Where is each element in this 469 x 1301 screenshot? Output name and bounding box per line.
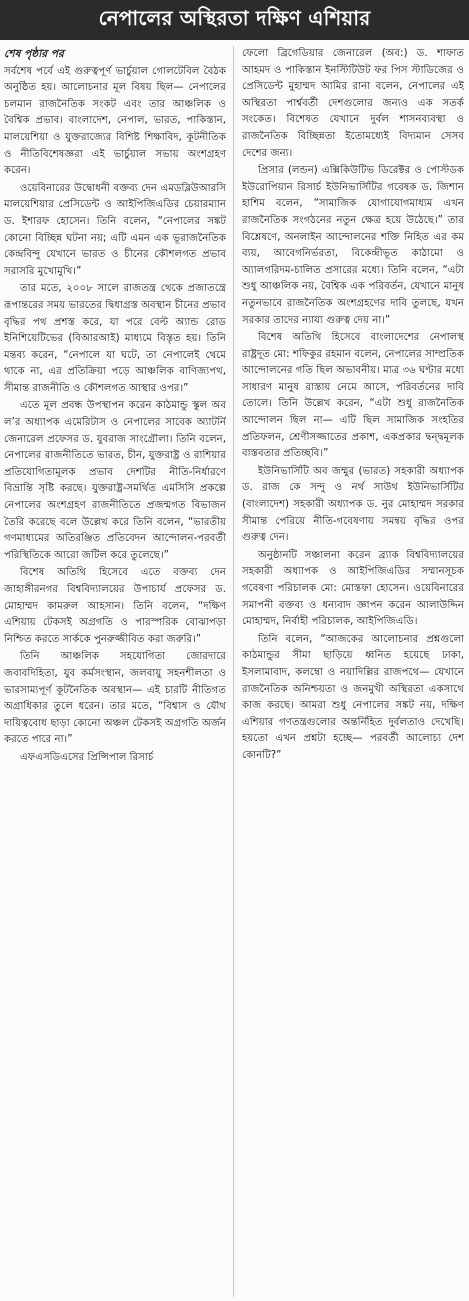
- paragraph: এফএসডিএসের প্রিন্সিপাল রিসার্চ: [20, 751, 154, 763]
- paragraph: তিনি বলেন, “আজকের আলোচনার প্রশ্নগুলো কাঠমান্ডুর সীমা ছাড়িয়ে ধ্বনিত হয়েছে ঢাকা, ইসলামাবাদ, কলম্বো ও নয়াদিল্লির রাজপথে— যেখানে রাজনৈতিক অনিশ্চয়তা ও জনমুখী অস্থিরতা একসাথে কাজ করছে। আমরা শুধু নেপালের সঙ্কট নয়, দক্ষিণ এশিয়ার গণতন্ত্রগুলোর অন্তর্নিহিত দুর্বলতাও দেখেছি। হয়তো এখন প্রশ্নটা হচ্ছে— পরবর্তী আলোচ্য দেশ কোনটি?”: [242, 633, 464, 761]
- paragraph: তিনি আঞ্চলিক সহযোগিতা জোরদারে জবাবদিহিতা, যুব কর্মসংস্থান, জলবায়ু সহনশীলতা ও ভারসাম্যপূর্ণ কূটনৈতিক অবস্থান— এই চারটি নীতিগত অগ্রাধিকার তুলে ধরেন। তার মতে, “বিশ্বাস ও যৌথ দায়িত্ববোধ ছাড়া কোনো অঞ্চল টেকসই অগ্রগতি অর্জন করতে পারে না।”: [4, 651, 226, 746]
- paragraph: বিশেষ অতিথি হিসেবে বাংলাদেশের নেপালস্থ রাষ্ট্রদূত মো: শফিকুর রহমান বলেন, নেপালের সাম্প্রতিক আন্দোলনের গতি ছিল অভাবনীয়। মাত্র ৩৬ ঘণ্টার মধ্যে সাধারণ মানুষ রাস্তায় নেমে আসে, পরিবর্তনের দাবি তোলে। তিনি উল্লেখ করেন, “এটা শুধু রাজনৈতিক আন্দোলন ছিল না— এটি ছিল সামাজিক সংহতির প্রতিফলন, শ্রেণীসজ্জাতের প্রকাশ, একপ্রকার দ্বন্দ্বমূলক বাস্তবতার প্রতিচ্ছবি।”: [242, 332, 464, 460]
- paragraph: ফেলো ব্রিগেডিয়ার জেনারেল (অব:) ড. শাফাত আহমদ ও পাকিস্তান ইনস্টিটিউট ফর পিস স্টাডিজের ও প্রেসিডেন্ট মুহাম্মদ আমির রানা বলেন, নেপালের এই অস্থিরতা পার্শ্ববর্তী দেশগুলোর জন্যও এক সতর্ক সংকেত। বিশেষত যেখানে দুর্বল শাসনব্যবস্থা ও রাজনৈতিক বিচ্ছিন্নতা ইতোমধ্যেই বিদ্যমান সেসব দেশের জন্য।: [242, 48, 464, 159]
- column-left: [4, 46, 226, 1297]
- continuation-kicker: শেষ পৃষ্ঠার পর: [4, 48, 64, 60]
- paragraph: এতে মূল প্রবন্ধ উপস্থাপন করেন কাঠমান্ডু স্কুল অব ল’র অধ্যাপক এমেরিটাস ও নেপালের সাবেক অ্যাটর্নি জেনারেল প্রফেসর ড. যুবরাজ সাংগ্রৌলা। তিনি বলেন, নেপালের রাজনীতিতে ভারত, চীন, যুক্তরাষ্ট্র ও রাশিয়ার প্রতিযোগিতামূলক প্রভাব দেশটির নীতি-নির্ধারণে বিভ্রান্তি সৃষ্টি করছে। যুক্তরাষ্ট্র-সমর্থিত এমসিসি প্রকল্পে নেপালের অংশগ্রহণ রাজনীতিতে প্রজন্মগত বিভাজন তৈরি করেছে বলে উল্লেখ করে তিনি বলেন, “ভারতীয় গণমাধ্যমের অতিরঞ্জিত প্রতিবেদন আন্দোলন-পরবর্তী পরিস্থিতিকে আরো জটিল করে তুলেছে।”: [4, 400, 226, 561]
- column-right: [242, 46, 464, 1297]
- paragraph: তার মতে, ২০০৮ সালে রাজতন্ত্র থেকে প্রজাতন্ত্রে রূপান্তরের সময় ভারতের দ্বিধাগ্রস্ত অবস্থান চীনের প্রভাব বৃদ্ধির পথ প্রশস্ত করে, যা পরে বেল্ট অ্যান্ড রোড ইনিশিয়েটিভের (বিআরআই) মাধ্যমে বিস্তৃত হয়। তিনি মন্তব্য করেন, “নেপালে যা ঘটে, তা নেপালেই থেমে থাকে না, এর প্রতিক্রিয়া পড়ে আঞ্চলিক বাণিজ্যপথ, সীমান্ত রাজনীতি ও কৌশলগত আস্থার ওপর।”: [4, 283, 226, 394]
- article-body: [4, 46, 465, 1297]
- article-headline: নেপালের অস্থিরতা দক্ষিণ এশিয়ার: [0, 0, 469, 40]
- paragraph: ইউনিভার্সিটি অব জম্মুর (ভারত) সহকারী অধ্যাপক ড. রাজ কে সন্দু ও নর্থ সাউথ ইউনিভার্সিটির (বাংলাদেশ) সহকারী অধ্যাপক ড. নুর মোহাম্মদ সরকার সীমান্ত পেরিয়ে নীতি-গবেষণায় সমন্বয় বৃদ্ধির ওপর গুরুত্ব দেন।: [242, 465, 464, 544]
- paragraph: ওয়েবিনারের উদ্বোধনী বক্তব্য দেন এমডব্লিউআরসি মালয়েশিয়ার প্রেসিডেন্ট ও আইপিজিএডির চেয়ারম্যান ড. ইশারফ হোসেন। তিনি বলেন, “নেপালের সঙ্কট কোনো বিচ্ছিন্ন ঘটনা নয়; এটি এমন এক ভূরাজনৈতিক কেন্দ্রবিন্দু যেখানে ভারত ও চীনের কৌশলগত প্রভাব সরাসরি মুখোমুখি।”: [4, 182, 226, 277]
- paragraph: বিশেষ অতিথি হিসেবে এতে বক্তব্য দেন জাহাঙ্গীরনগর বিশ্ববিদ্যালয়ের উপাচার্য প্রফেসর ড. মোহাম্মদ কামরুল আহসান। তিনি বলেন, “দক্ষিণ এশিয়ায় টেকসই অগ্রগতি ও পারস্পরিক বোঝাপড়া নিশ্চিত করতে সার্ককে পুনরুজ্জীবিত করা জরুরি।”: [4, 567, 226, 645]
- column-divider: [233, 46, 234, 1297]
- paragraph: অনুষ্ঠানটি সঞ্চালনা করেন ব্র্যাক বিশ্ববিদ্যালয়ের সহকারী অধ্যাপক ও আইপিজিএডির সম্মানসূচক গবেষণা পরিচালক মো: মোস্তফা হোসেন। ওয়েবিনারের সমাপনী বক্তব্য ও ধন্যবাদ জ্ঞাপন করেন আলাউদ্দিন মোহাম্মদ, নির্বাহী পরিচালক, আইপিজিএডি।: [242, 549, 464, 628]
- paragraph: প্রিসার (লন্ডন) এক্সিকিউটিভ ডিরেক্টর ও পোস্টডক ইউরোপিয়ান রিসার্চ ইউনিভার্সিটির গবেষক ড. জিশান হাশিম বলেন, “সামাজিক যোগাযোগমাধ্যম এখন রাজনৈতিক সংগঠনের নতুন ক্ষেত্র হয়ে উঠেছে।” তার বিশ্লেষণে, অনলাইন আন্দোলনের শক্তি নিহিত এর কম ব্যয়, আবেগনির্ভরতা, বিকেন্দ্রীভূত কাঠামো ও অ্যালগরিদম-চালিত প্রসারের মধ্যে। তিনি বলেন, “এটা শুধু আঞ্চলিক নয়, বৈশ্বিক এক পরিবর্তন, যেখানে মানুষ নতুনভাবে রাজনৈতিক অংশগ্রহণের দাবি তুলছে, যখন সরকার তাদের ন্যায্য গুরুত্ব দেয় না।”: [242, 165, 464, 326]
- paragraph: সর্বশেষ পর্বে এই গুরুত্বপূর্ণ ভার্চুয়াল গোলটেবিল বৈঠক অনুষ্ঠিত হয়। আলোচনার মূল বিষয় ছিল— নেপালের চলমান রাজনৈতিক সংকট এবং তার আঞ্চলিক ও বৈশ্বিক প্রভাব। বাংলাদেশ, নেপাল, ভারত, পাকিস্তান, মালয়েশিয়া ও যুক্তরাজ্যের বিশিষ্ট শিক্ষাবিদ, কূটনীতিক ও নীতিবিশেষজ্ঞরা এই ভার্চুয়াল সভায় অংশগ্রহণ করেন।: [4, 65, 226, 177]
